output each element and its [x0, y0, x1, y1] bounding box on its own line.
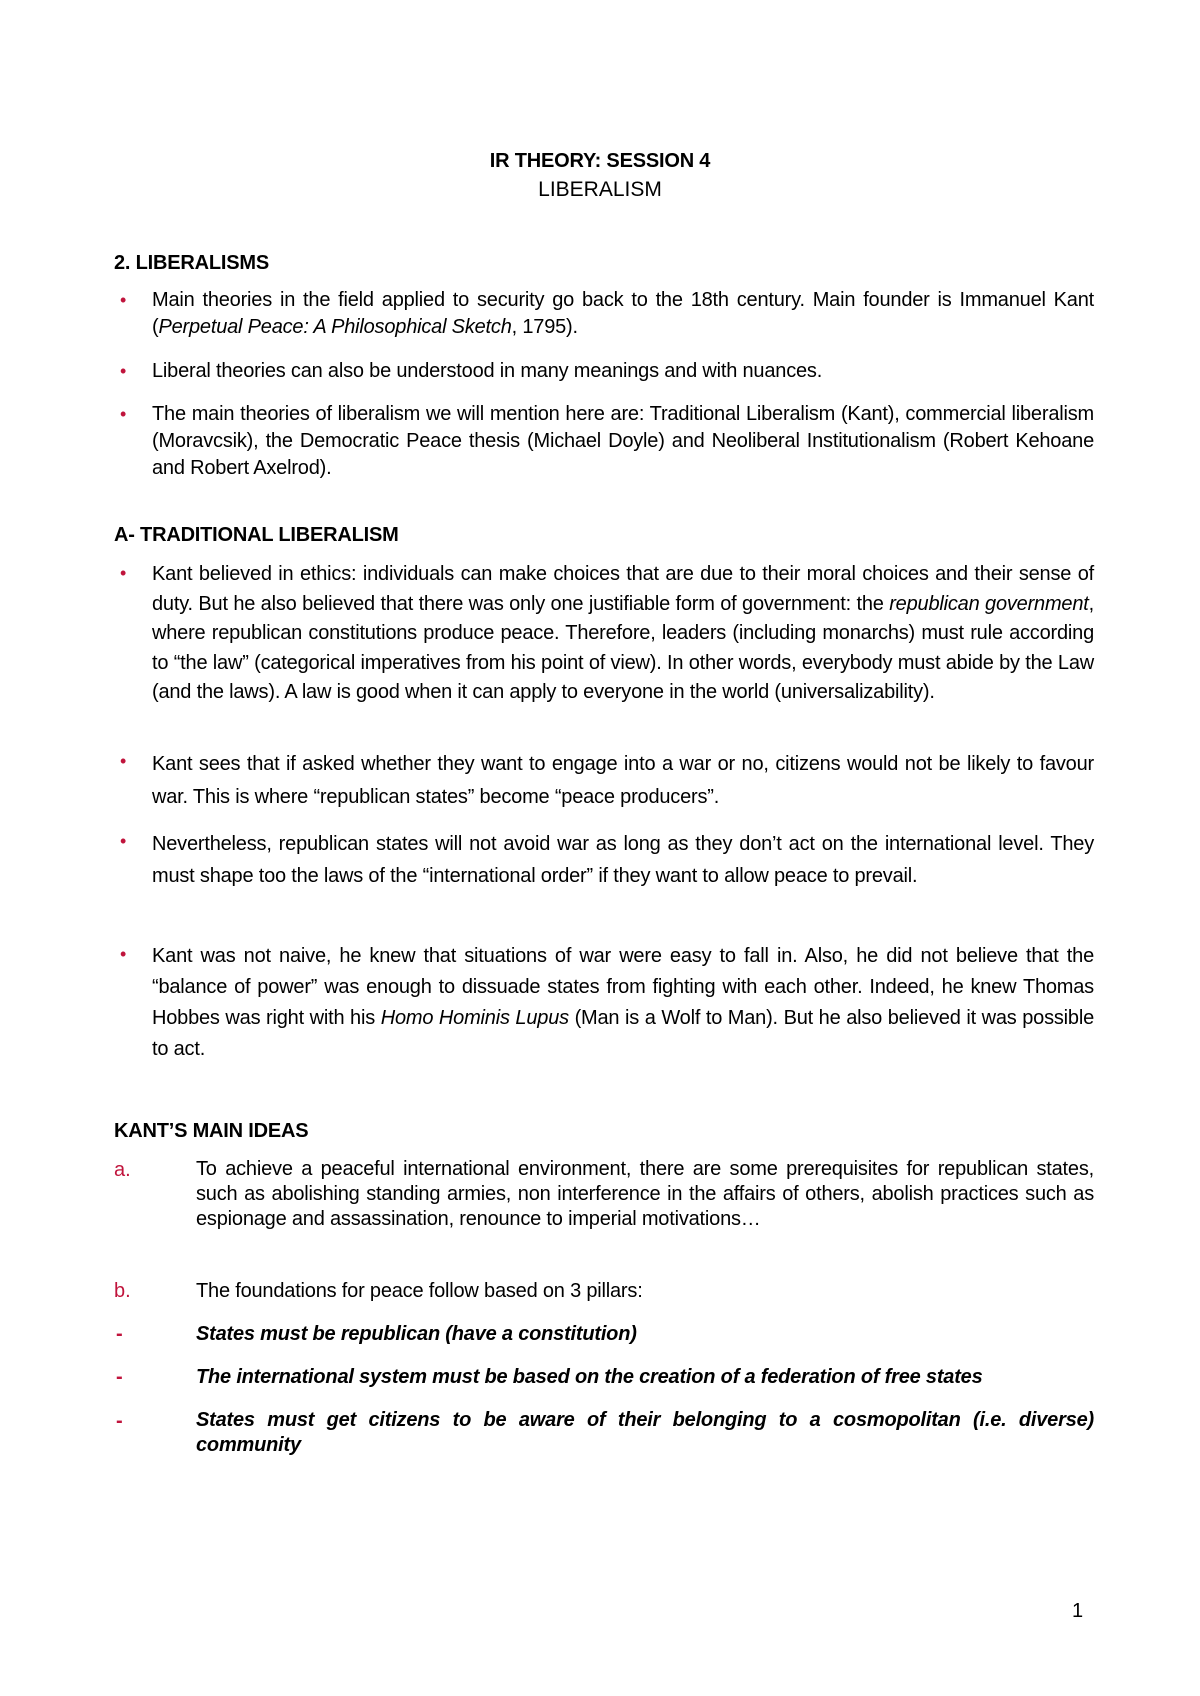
section-heading-kants-main-ideas: KANT’S MAIN IDEAS	[114, 1120, 309, 1142]
page-number: 1	[1072, 1600, 1084, 1622]
list-item-text: Kant was not naive, he knew that situations of war were easy to fall in. Also, he did not believe that the “balance of power” was enough to dissuade states from fighting with each other. Indeed, he knew Thomas Hobbes was right with his Homo Hominis Lupus (Man is a Wolf to Man). But he also believed it was possible to act.	[152, 945, 1095, 1060]
list-item-text: States must be republican (have a constitution)	[196, 1323, 637, 1345]
bullet-icon: •	[120, 831, 127, 851]
bullet-icon: •	[120, 751, 127, 771]
list-item-text: Liberal theories can also be understood in many meanings and with nuances.	[152, 360, 823, 382]
list-marker: b.	[114, 1280, 131, 1302]
list-item-text: Nevertheless, republican states will not avoid war as long as they don’t act on the international level. They must shape too the laws of the “international order” if they want to allow peace to prevail.	[152, 833, 1094, 887]
dash-marker: -	[116, 1366, 123, 1388]
section-heading-liberalisms: 2. LIBERALISMS	[114, 252, 269, 274]
list-item-text: The foundations for peace follow based on 3 pillars:	[196, 1280, 643, 1302]
list-item-text: Kant sees that if asked whether they want to engage into a war or no, citizens would not be likely to favour war. This is where “republican states” become “peace producers”.	[152, 753, 1094, 808]
list-item-text: To achieve a peaceful international environment, there are some prerequisites for republican states, such as abolishing standing armies, non interference in the affairs of others, abolish practices such as espionage and assassination, renounce to imperial motivations…	[196, 1158, 1094, 1230]
list-item-text: Kant believed in ethics: individuals can make choices that are due to their moral choices and their sense of duty. But he also believed that there was only one justifiable form of government: the republican government, where republican constitutions produce peace. Therefore, leaders (including monarchs) must rule according to “the law” (categorical imperatives from his point of view). In other words, everybody must abide by the Law (and the laws). A law is good when it can apply to everyone in the world (universalizability).	[152, 563, 1094, 703]
list-marker: a.	[114, 1159, 131, 1181]
bullet-icon: •	[120, 563, 127, 583]
list-item-text: The main theories of liberalism we will mention here are: Traditional Liberalism (Kant), commercial liberalism (Moravcsik), the Democratic Peace thesis (Michael Doyle) and Neoliberal Institutionalism (Robert Kehoane and Robert Axelrod).	[152, 403, 1094, 479]
bullet-icon: •	[120, 361, 127, 381]
list-item-text: Main theories in the field applied to security go back to the 18th century. Main founder is Immanuel Kant (Perpetual Peace: A Philosophical Sketch, 1795).	[152, 289, 1094, 338]
document-subtitle: LIBERALISM	[538, 178, 662, 201]
document-title: IR THEORY: SESSION 4	[489, 150, 711, 172]
list-item-text: The international system must be based on the creation of a federation of free states	[196, 1366, 983, 1388]
section-heading-traditional-liberalism: A- TRADITIONAL LIBERALISM	[114, 524, 399, 546]
dash-marker: -	[116, 1323, 123, 1345]
bullet-icon: •	[120, 944, 127, 964]
bullet-icon: •	[120, 404, 127, 424]
bullet-icon: •	[120, 290, 127, 310]
dash-marker: -	[116, 1410, 123, 1432]
list-item-text: States must get citizens to be aware of their belonging to a cosmopolitan (i.e. diverse) community	[196, 1409, 1094, 1456]
